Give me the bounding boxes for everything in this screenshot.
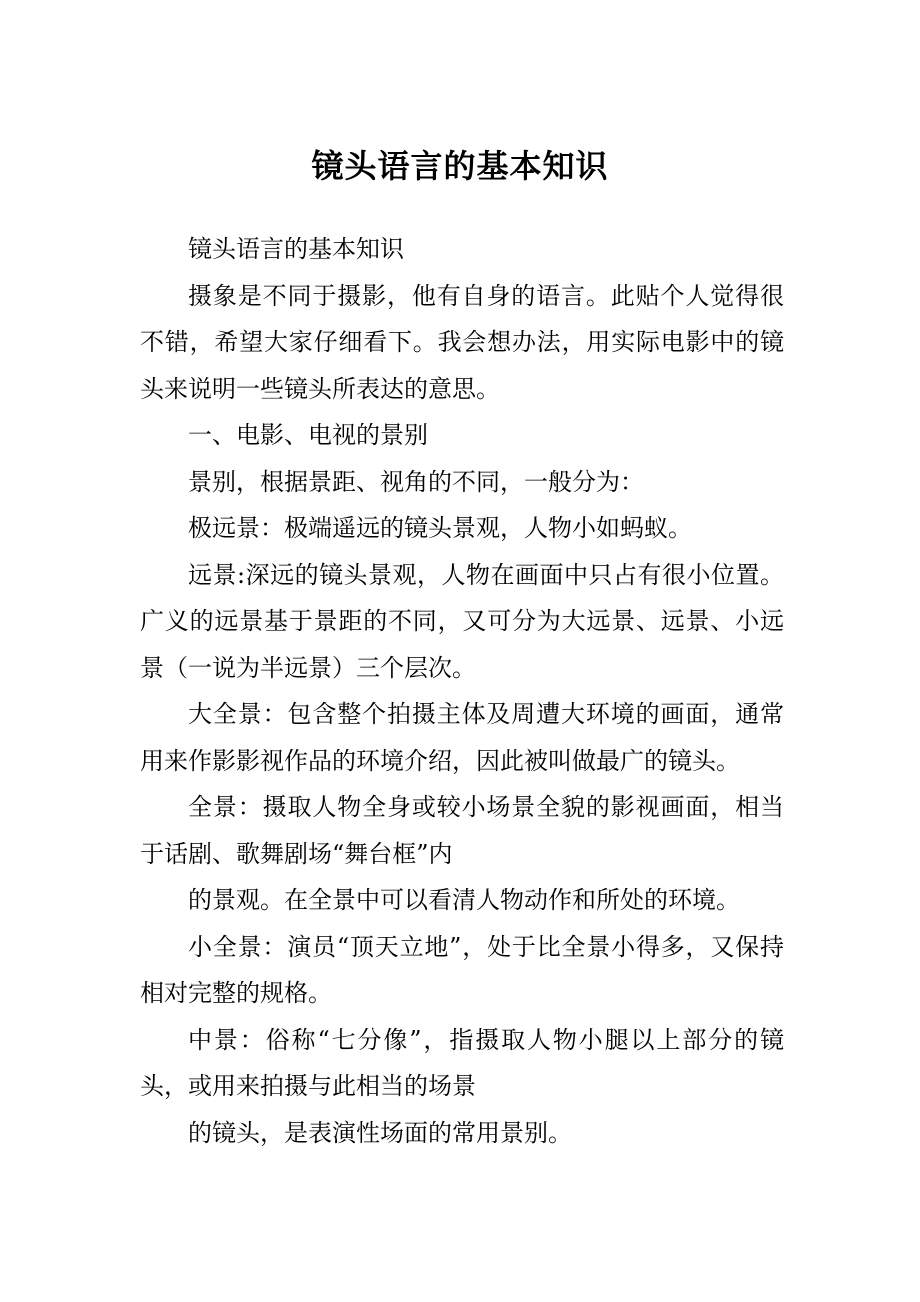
- paragraph-full-shot-continued: 的景观。在全景中可以看清人物动作和所处的环境。: [188, 886, 740, 914]
- document-title: 镜头语言的基本知识: [311, 147, 609, 185]
- paragraph-intro: 摄象是不同于摄影，他有自身的语言。此贴个人觉得很不错，希望大家仔细看下。我会想办法，用实际电影中的镜头来说明一些镜头所表达的意思。: [140, 281, 784, 403]
- paragraph-medium-full-shot: 小全景：演员“顶天立地”，处于比全景小得多，又保持相对完整的规格。: [140, 932, 784, 1007]
- paragraph-shot-scale-definition: 景别，根据景距、视角的不同，一般分为：: [188, 467, 644, 496]
- paragraph-subtitle: 镜头语言的基本知识: [188, 235, 404, 263]
- paragraph-medium-shot-continued: 的镜头，是表演性场面的常用景别。: [188, 1118, 572, 1147]
- paragraph-extreme-long-shot: 极远景：极端遥远的镜头景观，人物小如蚂蚁。: [188, 514, 692, 542]
- document-body: [140, 226, 784, 1156]
- paragraph-long-shot: 远景:深远的镜头景观，人物在画面中只占有很小位置。广义的远景基于景距的不同，又可分为大远景、远景、小远景（一说为半远景）三个层次。: [140, 560, 784, 682]
- paragraph-full-shot: 全景：摄取人物全身或较小场景全貌的影视画面，相当于话剧、歌舞剧场“舞台框”内: [140, 793, 784, 868]
- paragraph-medium-shot: 中景：俗称“七分像”，指摄取人物小腿以上部分的镜头，或用来拍摄与此相当的场景: [140, 1025, 784, 1100]
- paragraph-section-heading: 一、电影、电视的景别: [188, 421, 428, 449]
- paragraph-extreme-wide-shot: 大全景：包含整个拍摄主体及周遭大环境的画面，通常用来作影影视作品的环境介绍，因此被叫做最广的镜头。: [140, 700, 784, 775]
